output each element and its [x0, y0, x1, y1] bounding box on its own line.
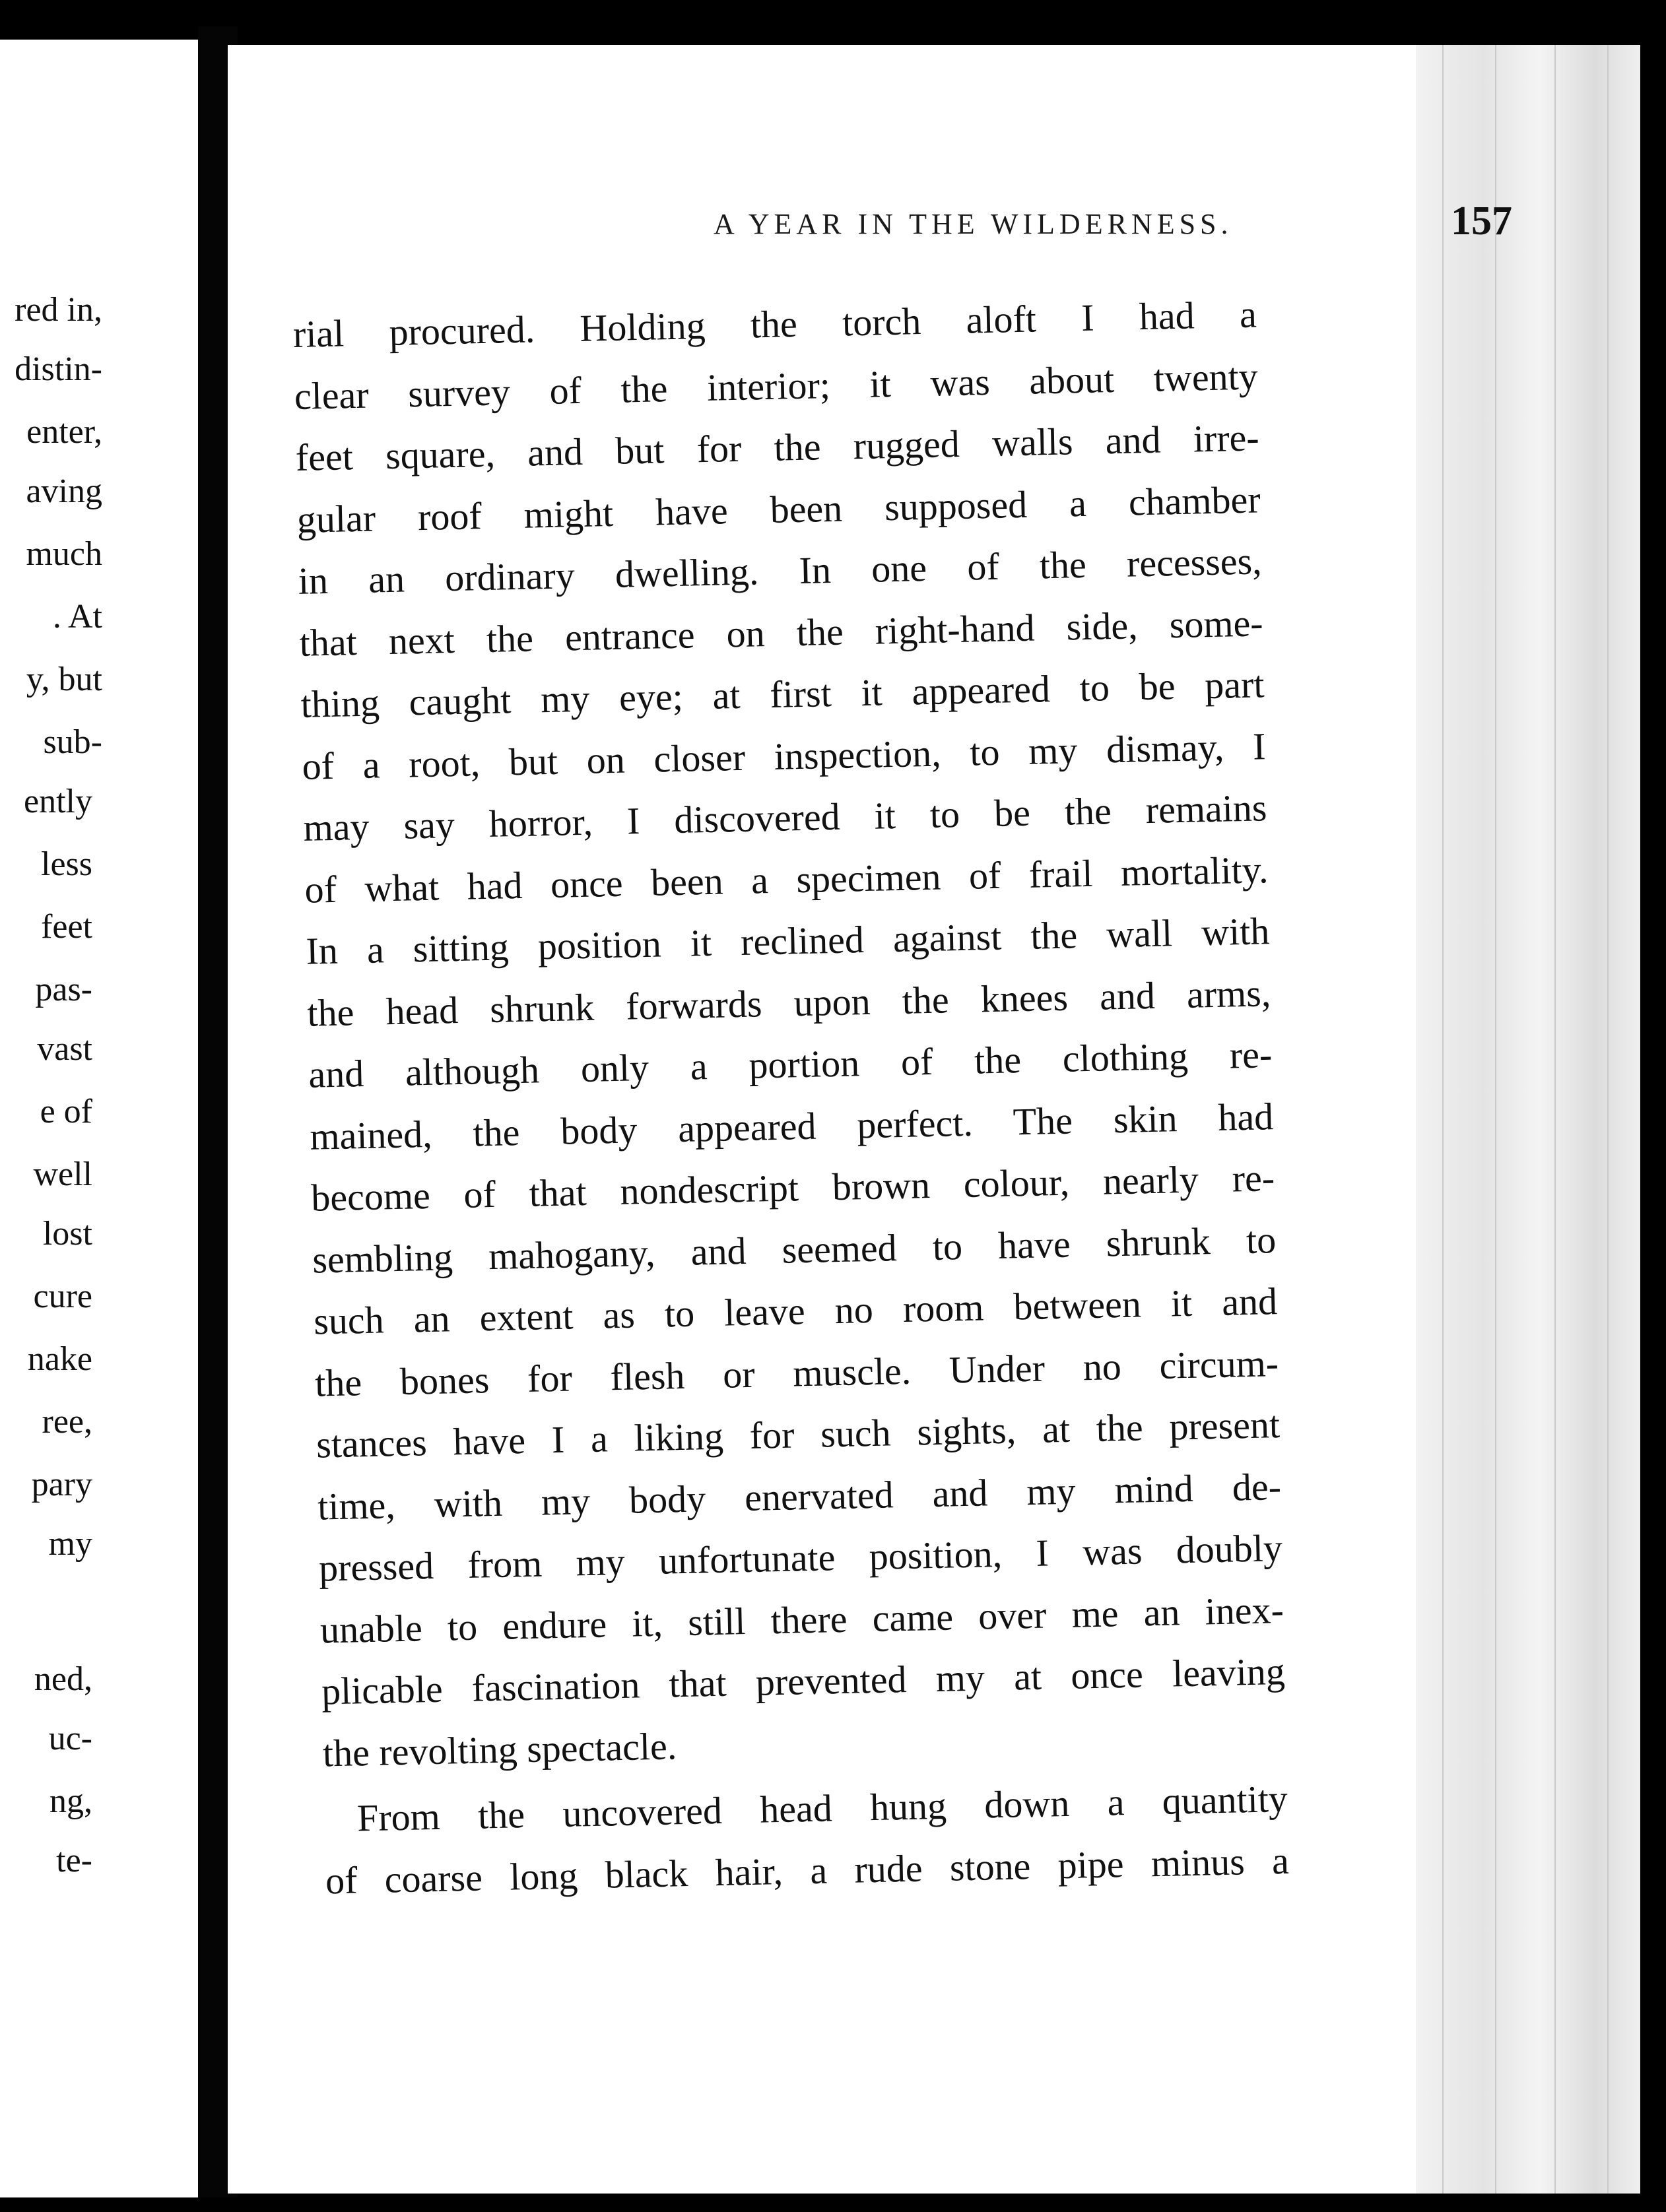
left-page-line: y, but	[26, 661, 102, 698]
left-page-line: ng,	[50, 1782, 92, 1820]
text-line: the bones for flesh or muscle. Under no circum-	[314, 1341, 1279, 1405]
text-line: thing caught my eye; at first it appeared to be part	[300, 663, 1265, 726]
text-line: the head shrunk forwards upon the knees and arms,	[306, 971, 1271, 1035]
edge-stripe	[1607, 45, 1609, 2194]
left-page-line: ently	[24, 783, 92, 820]
left-page-line: te-	[56, 1842, 92, 1879]
left-page-line: uc-	[48, 1720, 92, 1757]
right-page	[228, 45, 1640, 2194]
text-line: of what had once been a specimen of frail mortality.	[304, 847, 1269, 911]
left-page-line: e of	[40, 1093, 92, 1130]
left-page-line: enter,	[26, 413, 102, 451]
text-line: unable to endure it, still there came over me an inex-	[319, 1588, 1284, 1652]
text-line: may say horror, I discovered it to be the remains	[302, 786, 1267, 849]
left-page-line: much	[26, 535, 102, 573]
left-page-line: lost	[42, 1215, 92, 1252]
text-line: feet square, and but for the rugged walls and irre-	[295, 416, 1260, 479]
left-page-line: distin-	[15, 350, 102, 388]
left-page-line: red in,	[15, 291, 102, 329]
page-number: 157	[1451, 199, 1512, 244]
left-page-line: nake	[27, 1340, 92, 1378]
text-line: time, with my body enervated and my mind de-	[317, 1464, 1282, 1528]
text-line: of a root, but on closer inspection, to my dismay, I	[302, 724, 1267, 788]
running-title: A YEAR IN THE WILDERNESS.	[714, 208, 1233, 240]
text-line: gular roof might have been supposed a chamber	[296, 477, 1261, 541]
text-line: that next the entrance on the right-hand side, some-	[299, 601, 1264, 665]
left-facing-page	[0, 40, 198, 2197]
text-line: sembling mahogany, and seemed to have shrunk to	[312, 1218, 1277, 1282]
text-line: mained, the body appeared perfect. The skin had	[309, 1094, 1274, 1158]
paragraph	[292, 279, 1485, 1784]
text-line: such an extent as to leave no room between it and	[313, 1280, 1278, 1343]
text-line: From the uncovered head hung down a quantity	[356, 1776, 1288, 1840]
left-page-line: ned,	[34, 1660, 92, 1698]
text-line: become of that nondescript brown colour, nearly re-	[310, 1156, 1275, 1220]
paragraph	[323, 1764, 1488, 1912]
left-page-line: feet	[41, 908, 92, 946]
text-line: the revolting spectacle.	[322, 1724, 677, 1775]
left-page-line: my	[48, 1525, 92, 1563]
left-page-line: cure	[33, 1278, 92, 1315]
text-line: In a sitting position it reclined against the wall with	[305, 909, 1270, 973]
left-page-line: less	[41, 845, 92, 883]
left-page-line: ree,	[42, 1403, 92, 1441]
body-text	[292, 279, 1488, 1911]
left-page-line: . At	[52, 598, 102, 635]
left-page-line: well	[33, 1155, 92, 1193]
text-line: of coarse long black hair, a rude stone pipe minus a	[325, 1838, 1290, 1902]
left-page-line: pary	[31, 1466, 92, 1503]
text-line: clear survey of the interior; it was about twenty	[294, 354, 1259, 418]
text-line: rial procured. Holding the torch aloft I had a	[292, 292, 1257, 356]
edge-stripe	[1495, 45, 1496, 2194]
edge-stripe	[1554, 45, 1556, 2194]
text-line: pressed from my unfortunate position, I was doubly	[318, 1526, 1283, 1590]
left-page-line: pas-	[35, 971, 92, 1008]
left-page-line: aving	[26, 472, 102, 510]
text-line: plicable fascination that prevented my at once leaving	[321, 1649, 1286, 1713]
running-header	[489, 198, 1512, 251]
text-line: stances have I a liking for such sights, at the present	[316, 1403, 1281, 1466]
left-page-line: vast	[37, 1030, 92, 1068]
left-page-line: sub-	[43, 723, 102, 761]
text-line: and although only a portion of the clothing re-	[308, 1033, 1273, 1096]
text-line: in an ordinary dwelling. In one of the recesses,	[298, 539, 1263, 602]
